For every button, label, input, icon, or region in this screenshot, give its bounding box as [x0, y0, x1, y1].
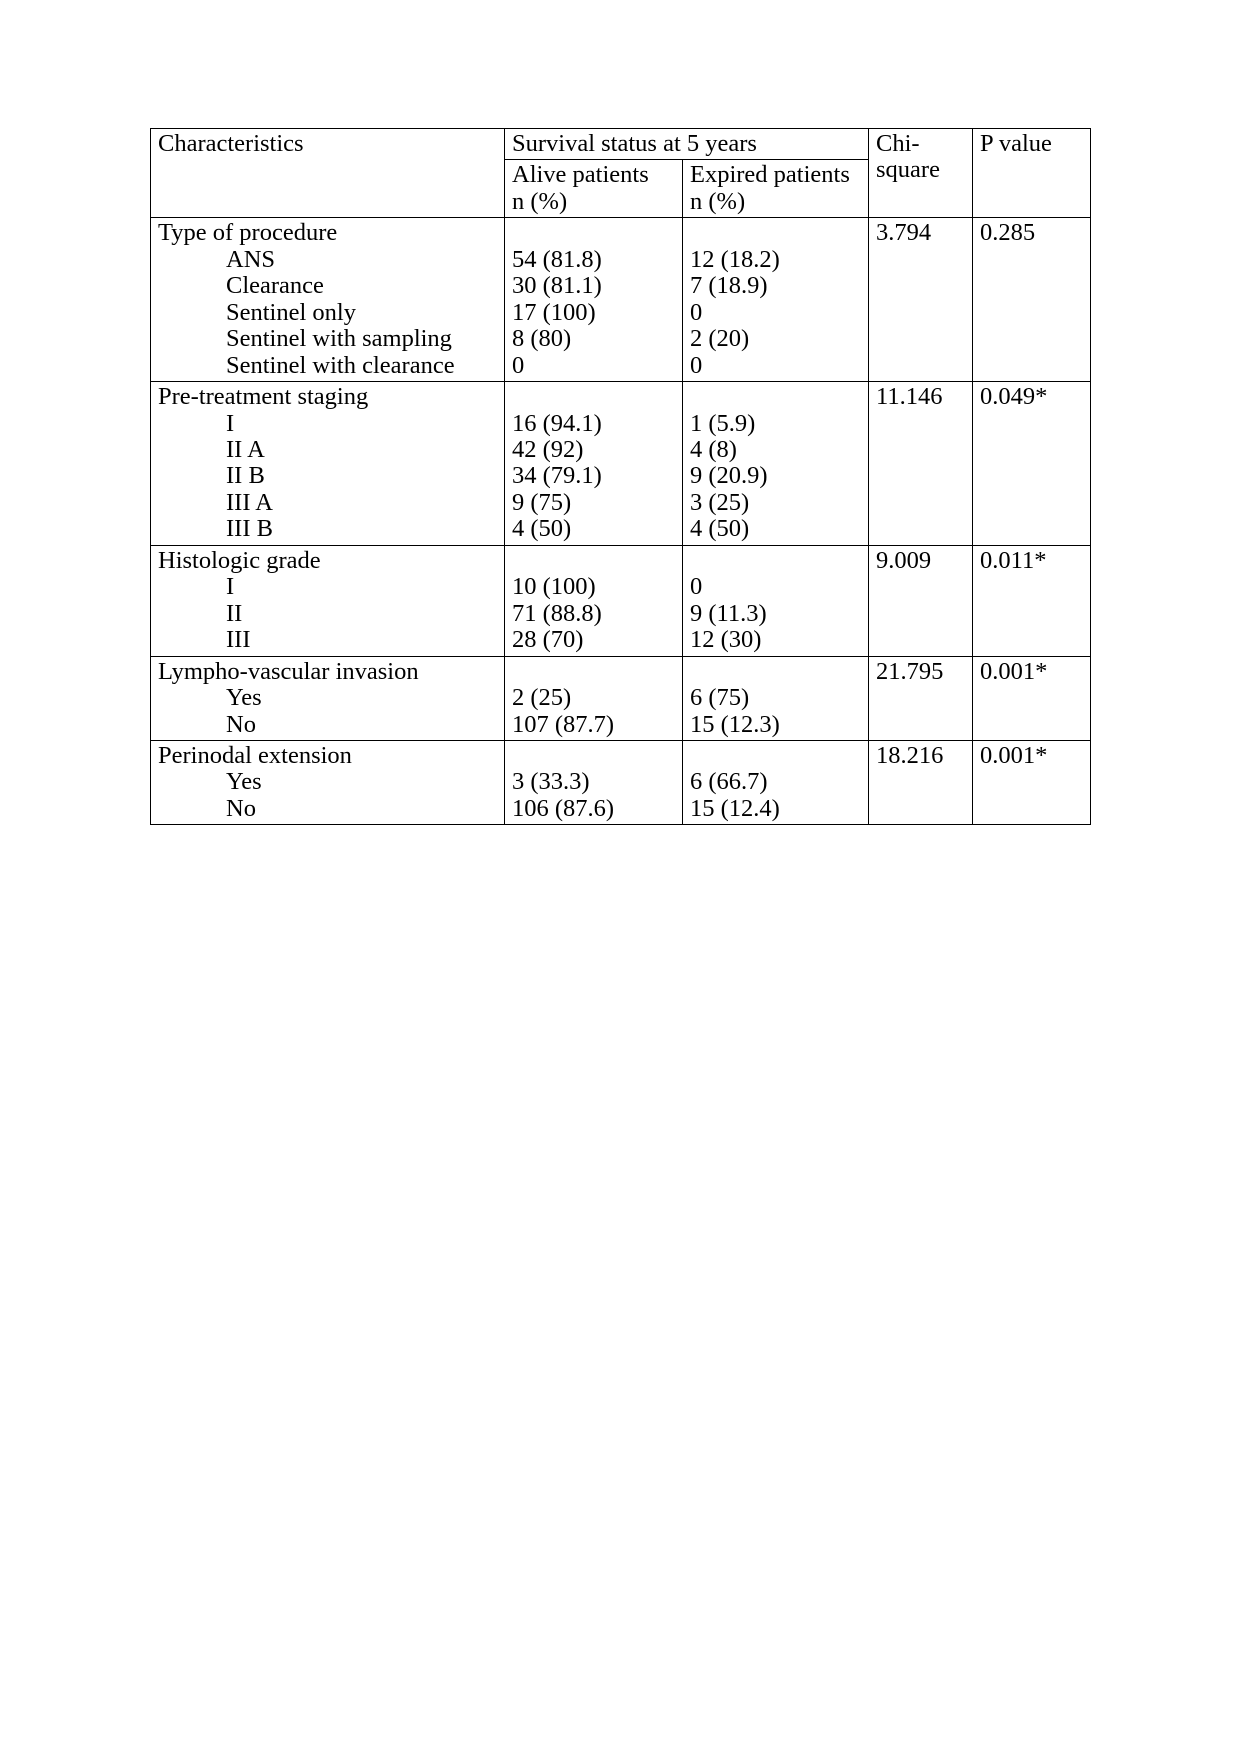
- header-expired-patients: [683, 160, 869, 218]
- section-4-chi-square-value: 18.216: [869, 740, 973, 824]
- table-header-row-primary: [151, 129, 1091, 160]
- section-3-row-0-alive: 2 (25): [512, 684, 572, 712]
- section-1-row-1-expired: 4 (8): [690, 435, 737, 463]
- section-2-row-2-alive: 28 (70): [512, 626, 584, 654]
- section-3-row-1-expired: 15 (12.3): [690, 710, 780, 738]
- section-1-alive-values: [505, 382, 683, 546]
- section-0-row-2-label: Sentinel only: [226, 298, 356, 326]
- header-chi-square: [869, 129, 973, 218]
- section-1-row-4-label: III B: [226, 515, 273, 543]
- section-3-row-0-label: Yes: [226, 684, 262, 712]
- section-4-title: Perinodal extension: [158, 741, 352, 769]
- section-4-row-0-expired: 6 (66.7): [690, 768, 768, 796]
- header-survival-status: Survival status at 5 years: [505, 129, 869, 160]
- section-2-row-1-label: II: [226, 599, 243, 627]
- header-characteristics: Characteristics: [151, 129, 505, 218]
- section-4-row-0-label: Yes: [226, 768, 262, 796]
- section-0-row-0-label: ANS: [226, 245, 276, 273]
- section-1-row-2-label: II B: [226, 462, 265, 490]
- section-0-characteristics: [151, 218, 505, 382]
- header-alive-patients-line1: Alive patients: [512, 161, 649, 189]
- section-3-characteristics: [151, 656, 505, 740]
- section-1-title: Pre-treatment staging: [158, 383, 369, 411]
- header-chi-square-line1: Chi-: [876, 130, 920, 157]
- section-0-row-1-expired: 7 (18.9): [690, 272, 768, 300]
- section-2-title: Histologic grade: [158, 546, 321, 574]
- section-0-chi-square-value: 3.794: [869, 218, 973, 382]
- section-1-row-3-alive: 9 (75): [512, 488, 572, 516]
- table-row: [151, 656, 1091, 740]
- section-1-row-0-label: I: [226, 409, 235, 437]
- section-1-row-3-label: III A: [226, 488, 273, 516]
- section-0-row-2-alive: 17 (100): [512, 298, 596, 326]
- section-0-row-3-label: Sentinel with sampling: [226, 325, 452, 353]
- section-0-expired-values: [683, 218, 869, 382]
- section-3-title: Lympho-vascular invasion: [158, 657, 419, 685]
- section-3-row-0-expired: 6 (75): [690, 684, 750, 712]
- section-1-row-3-expired: 3 (25): [690, 488, 750, 516]
- section-1-row-2-expired: 9 (20.9): [690, 462, 768, 490]
- header-chi-square-line2: square: [876, 156, 940, 184]
- survival-statistics-table: [150, 128, 1091, 825]
- section-4-characteristics: [151, 740, 505, 824]
- section-0-row-4-label: Sentinel with clearance: [226, 351, 455, 379]
- table-row: [151, 545, 1091, 656]
- section-2-row-0-expired: 0: [690, 573, 703, 601]
- section-0-row-0-expired: 12 (18.2): [690, 245, 780, 273]
- section-4-row-1-alive: 106 (87.6): [512, 794, 615, 822]
- section-3-row-1-label: No: [226, 710, 256, 738]
- section-1-row-4-expired: 4 (50): [690, 515, 750, 543]
- section-2-row-2-label: III: [226, 626, 251, 654]
- section-1-row-4-alive: 4 (50): [512, 515, 572, 543]
- section-3-expired-values: [683, 656, 869, 740]
- section-0-row-2-expired: 0: [690, 298, 703, 326]
- section-0-row-1-alive: 30 (81.1): [512, 272, 602, 300]
- section-1-row-1-label: II A: [226, 435, 265, 463]
- section-1-chi-square-value: 11.146: [869, 382, 973, 546]
- section-2-chi-square-value: 9.009: [869, 545, 973, 656]
- section-1-row-0-alive: 16 (94.1): [512, 409, 602, 437]
- header-alive-patients-line2: n (%): [512, 187, 568, 215]
- section-2-expired-values: [683, 545, 869, 656]
- section-4-row-1-expired: 15 (12.4): [690, 794, 780, 822]
- section-1-p-value: 0.049*: [973, 382, 1091, 546]
- section-2-p-value: 0.011*: [973, 545, 1091, 656]
- section-2-row-2-expired: 12 (30): [690, 626, 762, 654]
- section-2-row-1-expired: 9 (11.3): [690, 599, 767, 627]
- section-4-alive-values: [505, 740, 683, 824]
- section-3-alive-values: [505, 656, 683, 740]
- table-row: [151, 218, 1091, 382]
- section-1-row-0-expired: 1 (5.9): [690, 409, 756, 437]
- section-1-row-2-alive: 34 (79.1): [512, 462, 602, 490]
- section-1-characteristics: [151, 382, 505, 546]
- section-2-characteristics: [151, 545, 505, 656]
- section-0-title: Type of procedure: [158, 219, 338, 247]
- header-alive-patients: [505, 160, 683, 218]
- section-1-expired-values: [683, 382, 869, 546]
- header-expired-patients-line1: Expired patients: [690, 161, 850, 189]
- section-1-row-1-alive: 42 (92): [512, 435, 584, 463]
- header-p-value: P value: [973, 129, 1091, 218]
- section-2-row-1-alive: 71 (88.8): [512, 599, 602, 627]
- section-0-alive-values: [505, 218, 683, 382]
- section-0-row-4-alive: 0: [512, 351, 525, 379]
- section-4-row-1-label: No: [226, 794, 256, 822]
- section-4-row-0-alive: 3 (33.3): [512, 768, 590, 796]
- header-expired-patients-line2: n (%): [690, 187, 746, 215]
- section-2-row-0-alive: 10 (100): [512, 573, 596, 601]
- section-2-alive-values: [505, 545, 683, 656]
- table-row: [151, 382, 1091, 546]
- section-3-chi-square-value: 21.795: [869, 656, 973, 740]
- section-0-p-value: 0.285: [973, 218, 1091, 382]
- section-3-p-value: 0.001*: [973, 656, 1091, 740]
- section-4-p-value: 0.001*: [973, 740, 1091, 824]
- section-3-row-1-alive: 107 (87.7): [512, 710, 615, 738]
- section-0-row-3-alive: 8 (80): [512, 325, 572, 353]
- section-0-row-1-label: Clearance: [226, 272, 324, 300]
- section-4-expired-values: [683, 740, 869, 824]
- section-2-row-0-label: I: [226, 573, 235, 601]
- section-0-row-3-expired: 2 (20): [690, 325, 750, 353]
- section-0-row-4-expired: 0: [690, 351, 703, 379]
- table-row: [151, 740, 1091, 824]
- section-0-row-0-alive: 54 (81.8): [512, 245, 602, 273]
